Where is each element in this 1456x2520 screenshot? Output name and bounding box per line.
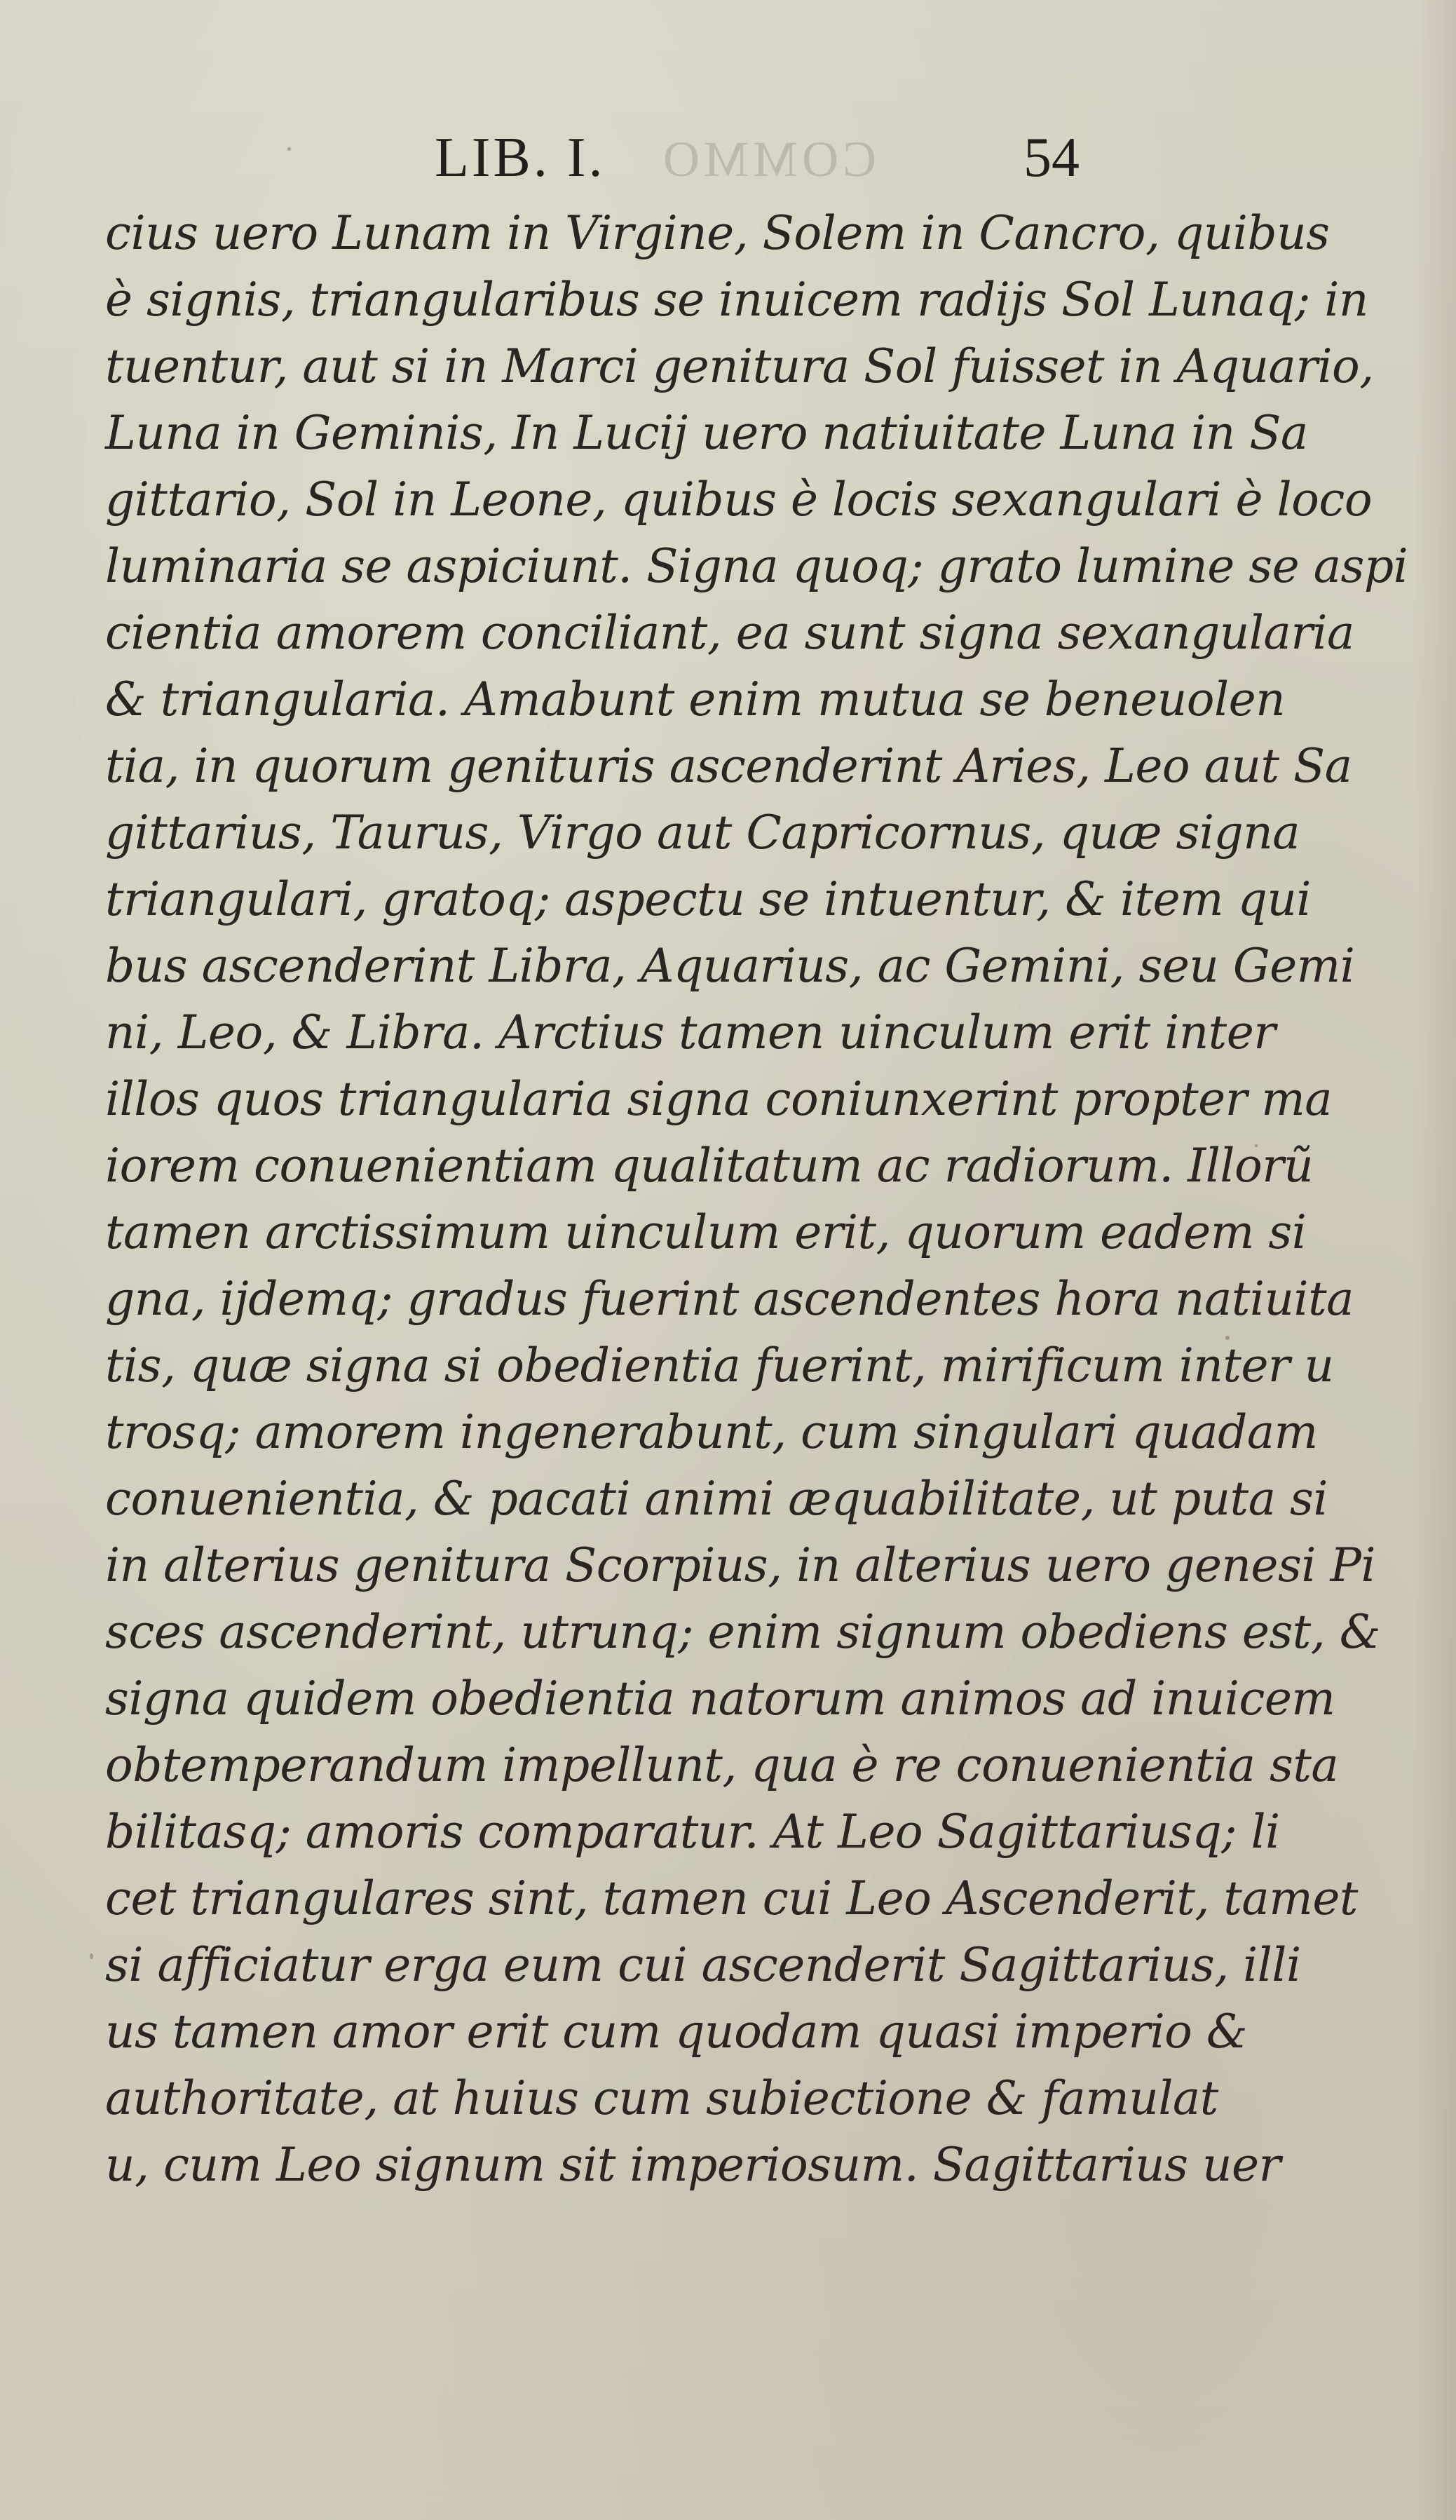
- paper-speck: [1255, 1144, 1258, 1147]
- text-line: luminaria se aspiciunt. Signa quoq; grato lumine se aspi: [105, 539, 1408, 593]
- text-line: gittario, Sol in Leone, quibus è locis sexangulari è loco: [105, 473, 1373, 527]
- text-line: signa quidem obedientia natorum animos ad inuicem: [105, 1672, 1335, 1726]
- text-line: bus ascenderint Libra, Aquarius, ac Gemini, seu Gemi: [105, 939, 1355, 993]
- body-text: [105, 200, 1408, 2198]
- text-line: sces ascenderint, utrunq; enim signum obediens est, &: [105, 1605, 1381, 1659]
- show-through-text: COMMO: [659, 131, 877, 187]
- text-line: cientia amorem conciliant, ea sunt signa sexangularia: [105, 606, 1354, 660]
- text-line: ni, Leo, & Libra. Arctius tamen uinculum erit inter: [105, 1005, 1276, 1059]
- text-line: cius uero Lunam in Virgine, Solem in Cancro, quibus: [105, 206, 1330, 260]
- page-gutter-shadow: [1414, 0, 1456, 2520]
- text-line: tia, in quorum genituris ascenderint Aries, Leo aut Sa: [105, 739, 1352, 793]
- running-head: LIB. I.: [435, 127, 606, 189]
- text-line: in alterius genitura Scorpius, in alterius uero genesi Pi: [105, 1538, 1375, 1592]
- text-line: illos quos triangularia signa coniunxerint propter ma: [105, 1072, 1333, 1126]
- text-line: bilitasq; amoris comparatur. At Leo Sagittariusq; li: [105, 1805, 1280, 1859]
- text-line: gittarius, Taurus, Virgo aut Capricornus, quæ signa: [105, 806, 1300, 860]
- text-line: tis, quæ signa si obedientia fuerint, mirificum inter u: [105, 1339, 1334, 1393]
- text-line: è signis, triangularibus se inuicem radijs Sol Lunaq; in: [105, 273, 1368, 327]
- text-line: conuenientia, & pacati animi æquabilitate, ut puta si: [105, 1472, 1328, 1526]
- text-line: gna, ijdemq; gradus fuerint ascendentes hora natiuita: [105, 1272, 1354, 1326]
- paper-speck: [90, 1953, 93, 1959]
- paper-speck: [1225, 1336, 1230, 1340]
- page-number: 54: [1023, 127, 1080, 189]
- text-line: si afficiatur erga eum cui ascenderit Sagittarius, illi: [105, 1938, 1301, 1992]
- text-line: triangulari, gratoq; aspectu se intuentur, & item qui: [105, 872, 1311, 926]
- text-line: authoritate, at huius cum subiectione & famulat: [105, 2071, 1218, 2125]
- text-line: trosq; amorem ingenerabunt, cum singulari quadam: [105, 1405, 1318, 1459]
- text-line: tamen arctissimum uinculum erit, quorum eadem si: [105, 1205, 1307, 1259]
- text-line: obtemperandum impellunt, qua è re conuenientia sta: [105, 1738, 1339, 1792]
- text-line: u, cum Leo signum sit imperiosum. Sagittarius uer: [105, 2138, 1281, 2192]
- text-line: Luna in Geminis, In Lucij uero natiuitate Luna in Sa: [105, 406, 1308, 460]
- text-line: tuentur, aut si in Marci genitura Sol fuisset in Aquario,: [105, 339, 1374, 393]
- page-header: [435, 126, 1136, 203]
- paper-speck: [287, 147, 291, 151]
- text-line: & triangularia. Amabunt enim mutua se beneuolen: [105, 672, 1286, 726]
- text-line: iorem conuenientiam qualitatum ac radiorum. Illorũ: [105, 1139, 1314, 1193]
- text-line: cet triangulares sint, tamen cui Leo Ascenderit, tamet: [105, 1871, 1358, 1925]
- text-line: us tamen amor erit cum quodam quasi imperio &: [105, 2005, 1248, 2059]
